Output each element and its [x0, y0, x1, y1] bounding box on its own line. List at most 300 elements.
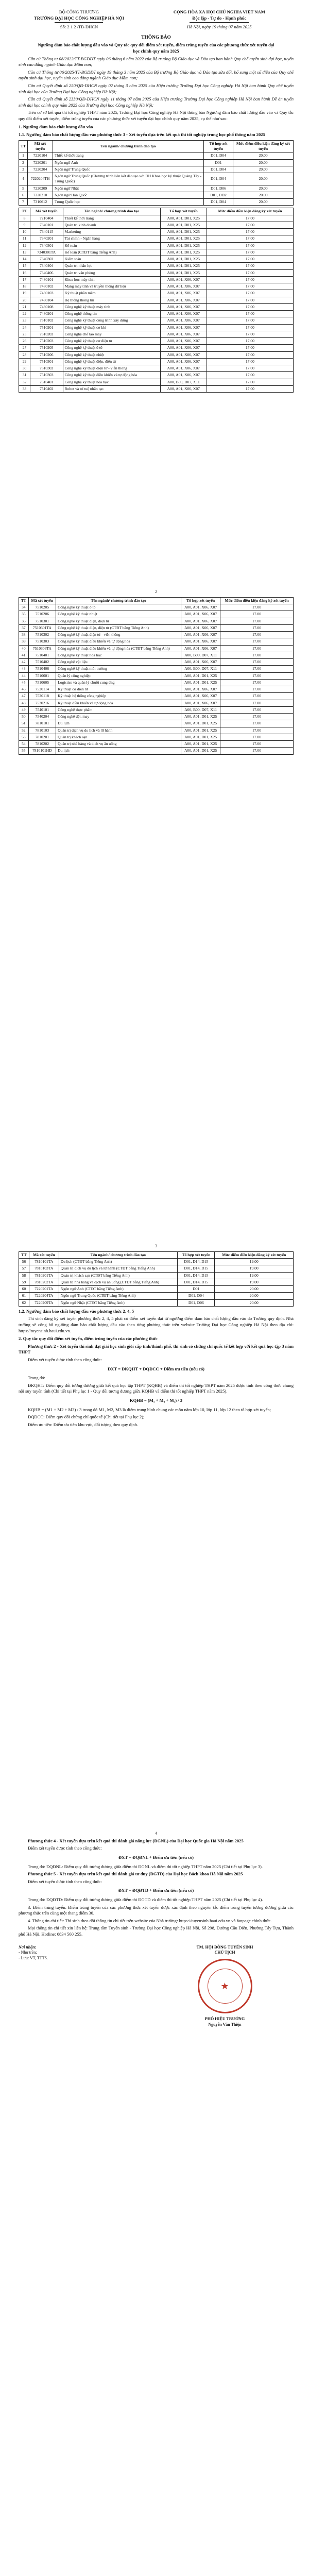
table-cell: 7220210	[28, 192, 53, 198]
table-cell: A00, A01, X06, X07	[160, 303, 207, 310]
table-cell: Du lịch	[56, 720, 181, 727]
table-cell: Công nghệ kỹ thuật ô tô	[56, 604, 181, 611]
table-cell: Ngôn ngữ Trung Quốc	[53, 166, 203, 173]
table-cell: 27	[19, 345, 30, 351]
table-cell: 7510401	[28, 652, 56, 658]
table-cell: 46	[19, 686, 29, 693]
table-cell: 7480101	[30, 276, 63, 283]
table-cell: 51	[19, 720, 29, 727]
column-header: TT	[19, 597, 29, 604]
table-cell: A00, A01, X06, X07	[160, 385, 207, 392]
table-cell: Trung Quốc học	[53, 199, 203, 206]
table-cell: 7810103TA	[29, 1265, 59, 1272]
table-cell: 20.00	[233, 166, 294, 173]
table-cell: 19.00	[215, 1279, 294, 1285]
table-cell: 57	[19, 1265, 29, 1272]
method-heading: Phương thức 5 - Xét tuyển dựa trên kết quả thi đánh giá tư duy (ĐGTD) của Đại học Bách khoa Hà Nội năm 2025	[28, 1871, 243, 1877]
motto: Độc lập - Tự do - Hạnh phúc	[192, 15, 247, 21]
document-date: Hà Nội, ngày 19 tháng 07 năm 2025	[187, 24, 252, 30]
body-paragraph: Điểm xét tuyển được tính theo công thức:	[28, 1878, 102, 1884]
table-row	[19, 714, 294, 720]
threshold-table-1	[19, 140, 294, 206]
threshold-table-4	[19, 1251, 294, 1307]
method-heading: Phương thức 4 - Xét tuyển dựa trên kết quả thi đánh giá năng lực (ĐGNL) của Đại học Quốc gia Hà Nội năm 2025	[28, 1838, 244, 1843]
table-cell: D01, D04	[203, 152, 233, 159]
table-cell: 7220201	[28, 159, 53, 166]
table-cell: 48	[19, 700, 29, 706]
table-cell: A00, A01, X06, X07	[160, 372, 207, 379]
table-cell: A00, B00, D07, X11	[160, 379, 207, 385]
table-cell: A00, B00, D07, X11	[181, 652, 220, 658]
table-cell: 32	[19, 379, 30, 385]
formula: ĐXT = ĐQĐTD + Điểm ưu tiên (nếu có)	[118, 1888, 194, 1893]
table-cell: 7510203	[30, 338, 63, 345]
table-cell: D01, D14, D15	[178, 1279, 215, 1285]
table-cell: Công nghệ kỹ thuật công trình xây dựng	[63, 317, 160, 324]
table-cell: A00, A01, X06, X07	[160, 283, 207, 290]
table-cell: Quản trị dịch vụ du lịch và lữ hành	[56, 727, 181, 734]
table-cell: D01, D04	[178, 1293, 215, 1299]
table-cell: 7810103	[28, 727, 56, 734]
formula: KQHB = (M₁ + M₂ + M₃) / 3	[129, 1397, 183, 1403]
table-cell: A00, A01, D01, X25	[181, 720, 220, 727]
table-header-row	[19, 208, 294, 215]
table-cell: 20.00	[233, 159, 294, 166]
table-cell: Quản trị kinh doanh	[63, 222, 160, 228]
table-cell: 7340301	[30, 242, 63, 249]
table-row	[19, 365, 294, 372]
table-cell: 20.00	[233, 199, 294, 206]
table-cell: 34	[19, 604, 29, 611]
column-header: Tên ngành/ chương trình đào tạo	[63, 208, 160, 215]
table-row	[19, 345, 294, 351]
table-cell: 7510205	[28, 604, 56, 611]
table-cell: 7510206	[28, 611, 56, 618]
table-cell: 19.00	[215, 1265, 294, 1272]
column-header: Mã xét tuyển	[28, 597, 56, 604]
table-cell: D01	[203, 159, 233, 166]
table-cell: A00, A01, X06, X07	[160, 351, 207, 358]
table-cell: A00, A01, X06, X07	[181, 686, 220, 693]
table-cell: A00, A01, D01, X25	[160, 235, 207, 242]
table-row	[19, 269, 294, 276]
body-paragraph: Điểm xét tuyển được tính theo công thức:	[28, 1357, 102, 1362]
table-row	[19, 235, 294, 242]
column-header: Tổ hợp xét tuyển	[203, 140, 233, 152]
table-cell: 19	[19, 290, 30, 297]
table-cell: D01, DD2	[203, 192, 233, 198]
table-row	[19, 624, 294, 631]
table-cell: 2	[19, 159, 28, 166]
table-cell: 7	[19, 199, 28, 206]
table-header-row	[19, 1251, 294, 1258]
table-cell: 17.00	[220, 666, 294, 672]
table-cell: 17.00	[220, 734, 294, 740]
table-cell: 17.00	[220, 748, 294, 754]
table-cell: 45	[19, 679, 29, 686]
document-footer	[19, 1945, 294, 2028]
table-cell: Logistics và quản lý chuỗi cung ứng	[56, 679, 181, 686]
table-cell: Ngôn ngữ Nhật	[53, 185, 203, 192]
table-row	[19, 1259, 294, 1265]
table-row	[19, 242, 294, 249]
table-cell: 17.00	[220, 672, 294, 679]
table-cell: 55	[19, 748, 29, 754]
table-cell: 17.00	[207, 249, 293, 256]
table-cell: 30	[19, 365, 30, 372]
table-row	[19, 686, 294, 693]
table-cell: 7520216	[28, 700, 56, 706]
table-cell: 7510102	[30, 317, 63, 324]
table-cell: Công nghệ kỹ thuật nhiệt	[63, 351, 160, 358]
table-cell: 7540101	[28, 706, 56, 713]
table-row	[19, 720, 294, 727]
table-cell: 11	[19, 235, 30, 242]
table-cell: 24	[19, 324, 30, 331]
table-cell: 7510601	[28, 672, 56, 679]
table-cell: 47	[19, 693, 29, 700]
table-cell: Công nghệ kỹ thuật máy tính	[63, 303, 160, 310]
table-row	[19, 666, 294, 672]
table-cell: 7510206	[30, 351, 63, 358]
section-heading: 1. Ngưỡng đảm bảo chất lượng đầu vào	[19, 124, 93, 129]
document-page-1	[0, 0, 309, 567]
table-cell: A00, A01, X06, X07	[181, 618, 220, 624]
table-cell: Quản lý công nghiệp	[56, 672, 181, 679]
table-cell: Công nghệ kỹ thuật điện, điện tử (CTĐT bằng Tiếng Anh)	[56, 624, 181, 631]
table-cell: 31	[19, 372, 30, 379]
table-cell: 17.00	[207, 338, 293, 345]
body-paragraph: Trong đó: ĐQĐNL: Điểm quy đổi tương đương giữa điểm thi ĐGNL và điểm thi tốt nghiệp THPT năm 2025 (Chi tiết tại Phụ lục 3).	[28, 1863, 263, 1869]
table-cell: 10	[19, 229, 30, 235]
table-cell: D01, D14, D15	[178, 1272, 215, 1279]
table-cell: Kỹ thuật cơ điện tử	[56, 686, 181, 693]
table-cell: 17.00	[207, 303, 293, 310]
table-cell: 7810101	[28, 720, 56, 727]
table-cell: A00, A01, X06, X07	[181, 693, 220, 700]
table-cell: 17.00	[207, 379, 293, 385]
column-header: TT	[19, 1251, 29, 1258]
table-cell: D01, D14, D15	[178, 1265, 215, 1272]
table-cell: Quản trị khách sạn	[56, 734, 181, 740]
table-cell: 17.00	[207, 276, 293, 283]
table-cell: 17.00	[207, 229, 293, 235]
table-cell: 17	[19, 276, 30, 283]
table-cell: 7340101	[30, 222, 63, 228]
table-cell: 18	[19, 283, 30, 290]
table-row	[19, 645, 294, 652]
table-cell: 17.00	[220, 741, 294, 748]
table-cell: 17.00	[220, 686, 294, 693]
body-paragraph: ĐQĐCC: Điểm quy đổi chứng chỉ quốc tế (Chi tiết tại Phụ lục 2);	[28, 1414, 145, 1420]
table-cell: A00, A01, D01, X25	[181, 679, 220, 686]
table-row	[19, 604, 294, 611]
intro-paragraph: Căn cứ Thông tư 06/2025/TT-BGDĐT ngày 19 tháng 3 năm 2025 của Bộ trưởng Bộ Giáo dục và Đào tạo sửa đổi, bổ sung một số điều của Quy chế tuyển sinh đại học, tuyển sinh cao đẳng ngành Giáo dục Mầm non;	[19, 69, 294, 81]
column-header: Tên ngành/ chương trình đào tạo	[56, 597, 181, 604]
table-cell: D01, D06	[178, 1299, 215, 1306]
table-cell: Công nghệ kỹ thuật hóa học	[56, 652, 181, 658]
table-cell: 19.00	[215, 1259, 294, 1265]
table-cell: 7340201	[30, 235, 63, 242]
table-row	[19, 1286, 294, 1293]
table-cell: 17.00	[207, 317, 293, 324]
table-row	[19, 263, 294, 269]
column-header: Tổ hợp xét tuyển	[160, 208, 207, 215]
document-number: Số: 2 1 2 /TB-ĐHCN	[60, 24, 98, 30]
table-cell: 43	[19, 666, 29, 672]
column-header: Mức điểm điều kiện đăng ký xét tuyển	[215, 1251, 294, 1258]
table-cell: 17.00	[220, 652, 294, 658]
table-cell: 7510301	[28, 618, 56, 624]
table-cell: 7480102	[30, 283, 63, 290]
table-cell: A00, A01, D01, X25	[181, 672, 220, 679]
table-cell: A00, A01, D01, X25	[160, 229, 207, 235]
table-cell: 7510302	[30, 365, 63, 372]
table-cell: 7480108	[30, 303, 63, 310]
table-row	[19, 311, 294, 317]
table-cell: 12	[19, 242, 30, 249]
table-cell: Công nghệ kỹ thuật hóa học	[63, 379, 160, 385]
table-row	[19, 1293, 294, 1299]
table-cell: A00, A01, X06, X07	[181, 604, 220, 611]
table-cell: 40	[19, 645, 29, 652]
table-cell: Công nghệ chế tạo máy	[63, 331, 160, 337]
table-cell: 15	[19, 263, 30, 269]
column-header: Tên ngành/ chương trình đào tạo	[59, 1251, 178, 1258]
table-cell: 20.00	[215, 1299, 294, 1306]
table-cell: 17.00	[207, 385, 293, 392]
table-row	[19, 249, 294, 256]
table-cell: 17.00	[207, 215, 293, 222]
table-cell: 7220209	[28, 185, 53, 192]
table-row	[19, 385, 294, 392]
column-header: Tổ hợp xét tuyển	[181, 597, 220, 604]
table-cell: 7810202TA	[29, 1279, 59, 1285]
table-cell: 17.00	[220, 679, 294, 686]
table-row	[19, 672, 294, 679]
table-cell: 17.00	[207, 331, 293, 337]
table-cell: 7340115	[30, 229, 63, 235]
table-cell: 7340301TA	[30, 249, 63, 256]
table-cell: 17.00	[220, 706, 294, 713]
signature-block	[156, 1945, 294, 2028]
table-row	[19, 317, 294, 324]
table-cell: A00, A01, X06, X07	[181, 632, 220, 638]
table-cell: 7220204TH	[28, 173, 53, 185]
table-cell: Kỹ thuật điều khiển và tự động hóa	[56, 700, 181, 706]
table-cell: 60	[19, 1286, 29, 1293]
table-cell: Quản trị nhà hàng và dịch vụ ăn uống (CTĐT bằng Tiếng Anh)	[59, 1279, 178, 1285]
table-cell: 1	[19, 152, 28, 159]
table-cell: 50	[19, 714, 29, 720]
table-cell: 25	[19, 331, 30, 337]
table-cell: Quản trị khách sạn (CTĐT bằng Tiếng Anh)	[59, 1272, 178, 1279]
table-cell: 7510301	[30, 358, 63, 365]
table-cell: 17.00	[220, 714, 294, 720]
table-cell: 49	[19, 706, 29, 713]
table-cell: A00, A01, D01, X25	[160, 242, 207, 249]
page-number: 4	[155, 1831, 157, 1836]
recipients-list: - Như trên; - Lưu: VT, TTTS.	[19, 1950, 48, 1961]
sign-title: PHÓ HIỆU TRƯỞNG	[204, 2016, 245, 2022]
table-cell: Kỹ thuật hệ thống công nghiệp	[56, 693, 181, 700]
table-cell: 17.00	[220, 604, 294, 611]
formula: ĐXT = ĐKQHT + ĐQĐCC + Điểm ưu tiên (nếu có)	[107, 1366, 205, 1371]
body-paragraph: ĐKQHT: Điểm quy đổi tương đương giữa kết quả học tập THPT (KQHB) và điểm thi tốt nghiệp THPT năm 2025 được tính theo công thức chung nội suy tuyến tính (Chi tiết tại Phụ lục 1 - Quy đổi tương đương giữa KQHB và điểm thi tốt nghiệp THPT năm 2025).	[19, 1382, 294, 1394]
table-cell: 17.00	[220, 611, 294, 618]
body-paragraph: 4. Thông tin chi tiết: Thí sinh theo dõi thông tin chi tiết trên website của Nhà trường: https://tuyensinh.haui.edu.vn và fanpage chính thức.	[28, 1918, 272, 1923]
column-header: TT	[19, 140, 28, 152]
table-cell: A00, B00, D07, X11	[181, 706, 220, 713]
table-cell: D01, D14, D15	[178, 1259, 215, 1265]
section-heading: 2. Quy tắc quy đổi điểm xét tuyển, điểm trúng tuyển của các phương thức	[19, 1336, 158, 1342]
table-cell: 17.00	[220, 727, 294, 734]
table-cell: 36	[19, 618, 29, 624]
table-row	[19, 276, 294, 283]
table-cell: A00, B00, D07, X11	[181, 666, 220, 672]
table-cell: A00, A01, X06, X07	[160, 311, 207, 317]
table-cell: 7340406	[30, 269, 63, 276]
body-paragraph: 3. Điểm trúng tuyển: Điểm trúng tuyển của các phương thức xét tuyển được xác định theo nguyên tắc điểm trúng tuyển tương đương giữa các phương thức trên cùng một thang điểm 30.	[19, 1904, 294, 1916]
table-cell: Công nghệ dệt, may	[56, 714, 181, 720]
table-row	[19, 618, 294, 624]
table-cell: 3	[19, 166, 28, 173]
table-cell: 7510406	[28, 666, 56, 672]
table-header-row	[19, 597, 294, 604]
table-cell: Kiểm toán	[63, 256, 160, 263]
table-cell: Ngôn ngữ Hàn Quốc	[53, 192, 203, 198]
table-cell: 17.00	[220, 659, 294, 666]
table-cell: 7510401	[30, 379, 63, 385]
table-cell: 33	[19, 385, 30, 392]
table-row	[19, 331, 294, 337]
table-cell: 17.00	[207, 351, 293, 358]
table-cell: 9	[19, 222, 30, 228]
table-cell: A00, A01, X06, X07	[160, 358, 207, 365]
table-cell: 44	[19, 672, 29, 679]
recipients	[19, 1945, 142, 2028]
intro-paragraph: Căn cứ Quyết định số 2330/QĐ-ĐHCN ngày 11 tháng 07 năm 2025 của Hiệu trưởng Trường Đại học Công nghiệp Hà Nội ban hành Đề án tuyển sinh đại học chính quy năm 2025 của Trường Đại học Công nghiệp Hà Nội;	[19, 96, 294, 108]
table-cell: 7480104	[30, 297, 63, 303]
table-row	[19, 679, 294, 686]
table-row	[19, 351, 294, 358]
body-paragraph: Trong đó: ĐQĐTD: Điểm quy đổi tương đương giữa điểm thi ĐGTD và điểm thi tốt nghiệp THPT năm 2025 (Chi tiết tại Phụ lục 4).	[28, 1896, 263, 1902]
table-cell: 7810101TA	[29, 1259, 59, 1265]
table-cell: A00, A01, D01, X25	[181, 714, 220, 720]
table-cell: 41	[19, 652, 29, 658]
table-row	[19, 1265, 294, 1272]
table-cell: 62	[19, 1299, 29, 1306]
table-cell: 58	[19, 1272, 29, 1279]
table-cell: A00, A01, D01, X25	[160, 249, 207, 256]
table-row	[19, 1299, 294, 1306]
table-cell: 4	[19, 173, 28, 185]
table-cell: A00, A01, X06, X07	[181, 659, 220, 666]
table-row	[19, 358, 294, 365]
table-cell: D01, D06	[203, 185, 233, 192]
intro-paragraph: Trên cơ sở kết quả thi tốt nghiệp THPT năm 2025, Trường Đại học Công nghiệp Hà Nội thông báo Ngưỡng đảm bảo chất lượng đầu vào và Quy tắc quy đổi điểm xét tuyển, điểm trúng tuyển của các phương thức xét tuyển đại học chính quy năm 2025, cụ thể như sau:	[19, 110, 294, 121]
table-cell: 7810201	[28, 734, 56, 740]
table-cell: 17.00	[220, 632, 294, 638]
table-cell: 17.00	[220, 624, 294, 631]
table-cell: 7510605	[28, 679, 56, 686]
table-cell: A00, A01, D01, X25	[181, 741, 220, 748]
table-cell: 39	[19, 638, 29, 645]
table-cell: Kế toán (CTĐT bằng Tiếng Anh)	[63, 249, 160, 256]
table-cell: 7510303TA	[28, 645, 56, 652]
table-row	[19, 199, 294, 206]
column-header: Mã xét tuyển	[29, 1251, 59, 1258]
table-cell: Công nghệ kỹ thuật điện tử - viễn thông	[56, 632, 181, 638]
table-row	[19, 693, 294, 700]
table-cell: A00, A01, D01, X25	[160, 222, 207, 228]
table-cell: Kỹ thuật phần mềm	[63, 290, 160, 297]
table-cell: Công nghệ kỹ thuật điều khiển và tự động hóa (CTĐT bằng Tiếng Anh)	[56, 645, 181, 652]
table-cell: 7220201TA	[29, 1286, 59, 1293]
table-row	[19, 632, 294, 638]
column-header: Mã xét tuyển	[28, 140, 53, 152]
table-cell: 42	[19, 659, 29, 666]
table-row	[19, 256, 294, 263]
table-cell: 7510402	[30, 385, 63, 392]
table-cell: 7510205	[30, 345, 63, 351]
table-cell: 20.00	[215, 1286, 294, 1293]
signer-name: Nguyễn Văn Thiện	[208, 2022, 242, 2027]
column-header: TT	[19, 208, 30, 215]
table-cell: 7810101HD	[28, 748, 56, 754]
table-cell: Ngôn ngữ Nhật (CTĐT bằng Tiếng Anh)	[59, 1299, 178, 1306]
recipients-title: Nơi nhận:	[19, 1944, 37, 1950]
table-row	[19, 152, 294, 159]
table-cell: 16	[19, 269, 30, 276]
table-cell: 28	[19, 351, 30, 358]
table-cell: A00, A01, X06, X07	[160, 276, 207, 283]
table-cell: Ngôn ngữ Trung Quốc (Chương trình liên kết đào tạo với ĐH Khoa học kỹ thuật Quảng Tây - Trung Quốc)	[53, 173, 203, 185]
table-row	[19, 338, 294, 345]
table-row	[19, 229, 294, 235]
table-cell: 17.00	[207, 263, 293, 269]
table-cell: 59	[19, 1279, 29, 1285]
column-header: Mã xét tuyển	[30, 208, 63, 215]
table-cell: A00, A01, X06, X07	[181, 638, 220, 645]
table-cell: Quản trị dịch vụ du lịch và lữ hành (CTĐT bằng Tiếng Anh)	[59, 1265, 178, 1272]
table-cell: 17.00	[207, 222, 293, 228]
table-cell: Kế toán	[63, 242, 160, 249]
body-paragraph: Mọi thông tin chi tiết xin liên hệ: Trung tâm Tuyển sinh - Trường Đại học Công nghiệp Hà Nội, Số 298, Đường Cầu Diễn, Phường Tây Tựu, Thành phố Hà Nội. Hotline: 0834 560 255.	[19, 1925, 294, 1937]
document-title: THÔNG BÁO	[141, 35, 171, 40]
table-cell: D01, D04	[203, 173, 233, 185]
table-cell: Công nghệ kỹ thuật ô tô	[63, 345, 160, 351]
table-cell: D01	[178, 1286, 215, 1293]
table-row	[19, 611, 294, 618]
table-row	[19, 185, 294, 192]
table-cell: 17.00	[207, 283, 293, 290]
table-cell: 7220104	[28, 152, 53, 159]
table-row	[19, 222, 294, 228]
table-cell: 7210404	[30, 215, 63, 222]
table-cell: Công nghệ kỹ thuật điều khiển và tự động hóa	[63, 372, 160, 379]
table-cell: Marketing	[63, 229, 160, 235]
table-cell: Công nghệ kỹ thuật điện, điện tử	[63, 358, 160, 365]
column-header: Mức điểm điều kiện đăng ký xét tuyển	[207, 208, 293, 215]
table-cell: 8	[19, 215, 30, 222]
table-cell: A00, A01, X06, X07	[181, 624, 220, 631]
table-cell: A00, A01, D01, X25	[160, 263, 207, 269]
column-header: Mức điểm điều kiện đăng ký xét tuyển	[220, 597, 294, 604]
table-cell: 17.00	[220, 693, 294, 700]
table-cell: 7340302	[30, 256, 63, 263]
column-header: Tên ngành/ chương trình đào tạo	[53, 140, 203, 152]
